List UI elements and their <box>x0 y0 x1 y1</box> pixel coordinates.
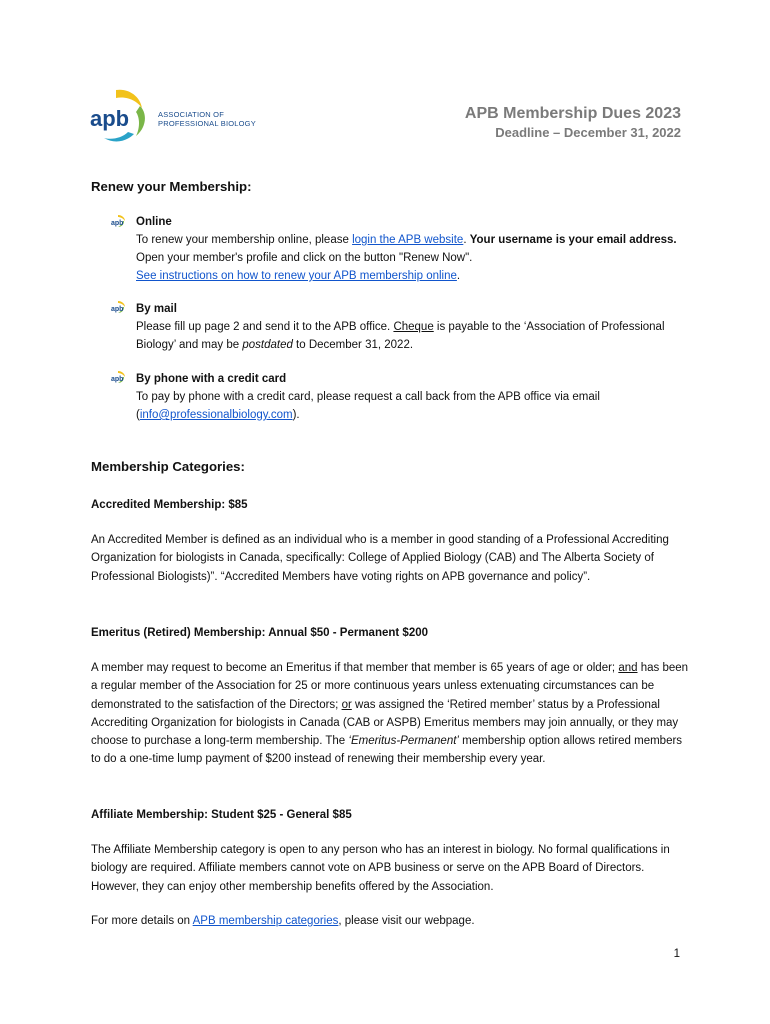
phone-text: To pay by phone with a credit card, please request a call back from the APB office via email ( <box>136 391 600 421</box>
phone-end: ). <box>292 409 300 421</box>
emeritus-part-4: membership option allows retired members to do a one-time lump payment of $200 instead of renewing their membership every year. <box>91 735 683 766</box>
svg-text:apb: apb <box>111 220 124 227</box>
renew-phone-item <box>136 370 696 424</box>
logo-line-2: PROFESSIONAL BIOLOGY <box>158 119 256 128</box>
accredited-title: Accredited Membership: $85 <box>91 499 248 511</box>
online-instructions: Open your member's profile and click on the button "Renew Now". <box>136 252 473 264</box>
renew-instructions-link[interactable]: See instructions on how to renew your APB membership online <box>136 270 457 282</box>
svg-text:apb: apb <box>111 376 124 383</box>
svg-text:apb: apb <box>90 106 130 131</box>
username-note: Your username is your email address. <box>469 234 677 246</box>
membership-categories-link[interactable]: APB membership categories <box>192 915 339 927</box>
logo-line-1: ASSOCIATION OF <box>158 110 225 119</box>
document-title: APB Membership Dues 2023 <box>464 105 681 122</box>
postdated-word: postdated <box>242 339 293 351</box>
affiliate-title: Affiliate Membership: Student $25 - General $85 <box>91 809 352 821</box>
emeritus-permanent: ‘Emeritus-Permanent’ <box>348 735 459 748</box>
affiliate-text: The Affiliate Membership category is open to any person who has an interest in biology. No formal qualifications in biology are required. Affiliate members cannot vote on APB business or serve on the APB Board of Directors. However, they can enjoy other membership benefits offered by the Association. <box>91 844 670 893</box>
online-text: To renew your membership online, please <box>136 234 353 246</box>
emeritus-part-3: was assigned the ‘Retired member’ status by a Professional Accrediting Organization for biologists in Canada (CAB or ASPB) Emeritus members may join annually, or they may choose to purchase a long-term membership. The <box>91 698 679 748</box>
renew-heading: Renew your Membership: <box>91 179 252 194</box>
apb-bullet-icon <box>110 370 126 384</box>
apb-logo-mark <box>88 88 158 144</box>
document-header <box>465 104 681 142</box>
emeritus-title: Emeritus (Retired) Membership: Annual $50 - Permanent $200 <box>91 627 429 639</box>
details-line <box>91 912 691 930</box>
online-sep: . <box>463 234 470 246</box>
categories-heading: Membership Categories: <box>91 459 245 474</box>
mail-text-3: to December 31, 2022. <box>292 339 414 351</box>
emeritus-text <box>91 659 691 769</box>
details-pre: For more details on <box>91 915 193 927</box>
svg-text:apb: apb <box>111 306 124 313</box>
emeritus-or: or <box>341 698 352 711</box>
emeritus-and: and <box>618 662 638 674</box>
online-title: Online <box>136 216 172 228</box>
mail-text-2: is payable to the ‘Association of Professional Biology’ and may be <box>136 321 665 351</box>
apb-bullet-icon <box>110 214 126 228</box>
emeritus-part-2: has been a regular member of the Association for 25 or more continuous years unless extenuating circumstances can be demonstrated to the satisfaction of the Directors; <box>91 662 689 711</box>
accredited-text: An Accredited Member is defined as an individual who is a member in good standing of a Professional Accrediting Organization for biologists in Canada, specifically: College of Applied Biology (CAB) and The Alberta Society of Professional Biologists)”. “Accredited Members have voting rights on APB governance and policy”. <box>91 534 669 583</box>
login-link[interactable]: login the APB website <box>352 234 464 246</box>
emeritus-part-1: A member may request to become an Emeritus if that member that member is 65 years of age or older; <box>91 662 619 674</box>
cheque-word: Cheque <box>393 321 434 333</box>
mail-title: By mail <box>136 303 177 315</box>
deadline-text: Deadline – December 31, 2022 <box>495 125 681 140</box>
mail-text: Please fill up page 2 and send it to the APB office. <box>136 321 394 333</box>
page-number: 1 <box>673 948 680 960</box>
online-end: . <box>456 270 461 282</box>
phone-title: By phone with a credit card <box>136 373 287 385</box>
details-post: , please visit our webpage. <box>338 915 475 927</box>
logo-org-name <box>158 110 256 128</box>
renew-mail-item <box>136 300 696 354</box>
apb-logo <box>88 88 258 144</box>
renew-online-item <box>136 213 696 285</box>
email-link[interactable]: info@professionalbiology.com <box>139 409 293 421</box>
apb-bullet-icon <box>110 300 126 314</box>
